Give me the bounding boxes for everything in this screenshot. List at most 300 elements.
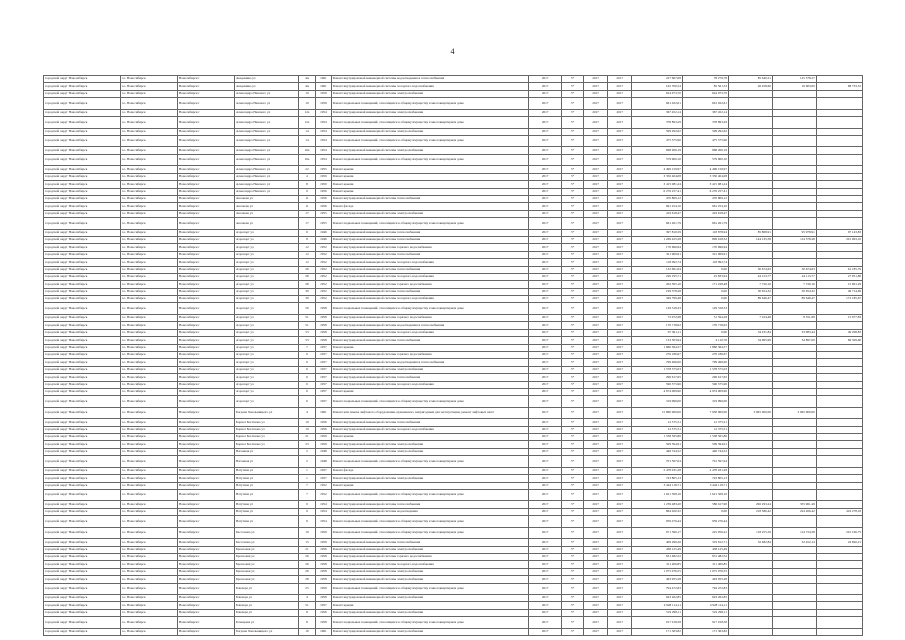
table-cell: 586 617,90 [682, 501, 728, 508]
table-cell: 1950 [316, 181, 331, 188]
table-cell: 2017 [529, 561, 562, 568]
table-cell: Аэропорт ул [235, 296, 299, 303]
table-cell: г.о. Новосибирск [120, 236, 177, 243]
table-cell: 2017 [608, 396, 632, 408]
table-cell: г.о. Новосибирск [120, 419, 177, 426]
table-cell: 2017 [608, 366, 632, 373]
table-cell: 12 [298, 251, 316, 258]
table-cell [816, 76, 862, 83]
table-cell: Новосибирск г [177, 296, 234, 303]
table-cell: Новосибирск г [177, 419, 234, 426]
table-cell: 2017 [608, 173, 632, 180]
table-cell: Бочкарева ул [235, 617, 299, 629]
table-cell [816, 583, 862, 595]
table-cell: 3 965 000,00 [772, 407, 816, 419]
table-cell [816, 244, 862, 251]
table-cell: Новосибирск г [177, 166, 234, 173]
table-row [44, 218, 863, 230]
table-cell [728, 396, 772, 408]
table-cell: городской округ Новосибирск [44, 609, 121, 616]
table-cell: Ремонт внутридомовой инженерной системы теплоснабжения [331, 266, 529, 273]
table-cell: 2017 [529, 426, 562, 433]
table-row [44, 475, 863, 482]
table-cell: 2017 [584, 337, 608, 344]
table-cell: 32 452,14 [772, 539, 816, 546]
table-cell: 12 375,51 [682, 419, 728, 426]
table-cell: 0,00 [682, 508, 728, 515]
table-cell: 2017 [529, 568, 562, 575]
table-cell: Ремонт подвальных помещений, относящихся к общему имуществу в многоквартирном доме [331, 218, 529, 230]
table-cell: 0,00 [682, 329, 728, 336]
table-cell: 26 [298, 561, 316, 568]
table-row [44, 351, 863, 358]
table-cell [772, 426, 816, 433]
table-cell [728, 359, 772, 366]
table-cell [728, 218, 772, 230]
table-cell: г.о. Новосибирск [120, 337, 177, 344]
table-cell [816, 344, 862, 351]
table-cell: 1958 [316, 322, 331, 329]
table-cell: Бессонова ул [235, 527, 299, 539]
table-cell: 225 956,22 [682, 527, 728, 539]
table-cell [816, 388, 862, 395]
table-cell: 5* [562, 351, 584, 358]
table-cell: 1957 [316, 381, 331, 388]
table-cell: 2017 [529, 296, 562, 303]
table-cell: 2017 [584, 366, 608, 373]
table-row [44, 516, 863, 528]
table-cell: 5* [562, 628, 584, 635]
table-cell: 624 073,70 [632, 90, 683, 97]
table-row [44, 337, 863, 344]
table-cell [816, 154, 862, 166]
table-cell: 2017 [584, 329, 608, 336]
table-row [44, 296, 863, 303]
table-cell: 1959 [316, 90, 331, 97]
table-cell [816, 482, 862, 489]
table-cell: 2017 [584, 396, 608, 408]
table-cell: Ремонт внутридомовой инженерной системы водоотведения [331, 508, 529, 515]
table-cell: г.о. Новосибирск [120, 396, 177, 408]
table-cell: городской округ Новосибирск [44, 448, 121, 455]
table-cell: 2017 [584, 628, 608, 635]
table-row [44, 366, 863, 373]
table-cell: 6 276 257,41 [682, 188, 728, 195]
table-cell: Александра Невского ул [235, 181, 299, 188]
table-cell: городской округ Новосибирск [44, 407, 121, 419]
table-cell [816, 188, 862, 195]
table-cell [772, 553, 816, 560]
table-cell: 319 996,00 [632, 396, 683, 408]
table-cell: Аксакова ул [235, 203, 299, 210]
table-cell: Новосибирск г [177, 203, 234, 210]
table-cell: 51 [298, 322, 316, 329]
table-cell: Новосибирск г [177, 501, 234, 508]
table-cell: городской округ Новосибирск [44, 434, 121, 441]
table-cell: Ремонт фасада [331, 467, 529, 474]
table-cell: Бронзовая ул [235, 553, 299, 560]
table-cell [728, 419, 772, 426]
table-cell: 12 375,51 [632, 419, 683, 426]
table-cell: 1958 [316, 595, 331, 602]
table-cell: 2017 [529, 109, 562, 116]
table-cell: г.о. Новосибирск [120, 195, 177, 202]
table-cell: 2017 [584, 83, 608, 90]
table-cell [728, 426, 772, 433]
table-cell: 5* [562, 456, 584, 468]
table-cell: 5* [562, 337, 584, 344]
table-cell: г.о. Новосибирск [120, 109, 177, 116]
table-cell [772, 568, 816, 575]
table-cell: 743 805,13 [632, 475, 683, 482]
table-cell: 2017 [584, 374, 608, 381]
table-cell [816, 561, 862, 568]
table-cell: Новосибирск г [177, 236, 234, 243]
table-cell: 1954 [316, 516, 331, 528]
table-cell: 319 996,00 [682, 396, 728, 408]
table-row [44, 448, 863, 455]
table-cell: городской округ Новосибирск [44, 266, 121, 273]
table-cell: 2017 [529, 595, 562, 602]
table-cell: 2017 [608, 154, 632, 166]
table-cell: 5* [562, 83, 584, 90]
table-cell: 16 603,00 [772, 83, 816, 90]
table-cell: г.о. Новосибирск [120, 609, 177, 616]
table-cell: г.о. Новосибирск [120, 501, 177, 508]
table-cell: 2017 [584, 314, 608, 321]
table-cell [772, 595, 816, 602]
table-cell: Новосибирск г [177, 154, 234, 166]
table-cell: 5* [562, 546, 584, 553]
table-cell: Ремонт внутридомовой инженерной системы теплоснабжения [331, 229, 529, 236]
table-cell: 2017 [608, 553, 632, 560]
table-cell: 3 444 118,71 [682, 482, 728, 489]
table-cell: 2017 [584, 475, 608, 482]
table-cell: Новосибирск г [177, 337, 234, 344]
table-cell: 4А [298, 83, 316, 90]
table-cell: 671 590,17 [632, 527, 683, 539]
table-cell: 2017 [608, 583, 632, 595]
table-cell: 2017 [529, 553, 562, 560]
table-cell: городской округ Новосибирск [44, 419, 121, 426]
table-cell: 2017 [584, 539, 608, 546]
table-cell: 2017 [608, 76, 632, 83]
table-cell: 2017 [584, 166, 608, 173]
table-cell: Ремонт внутридомовой инженерной системы электроснабжения [331, 210, 529, 217]
table-cell: Ремонт внутридомовой инженерной системы электроснабжения [331, 609, 529, 616]
table-cell [772, 583, 816, 595]
table-cell: Новосибирск г [177, 109, 234, 116]
table-cell: г.о. Новосибирск [120, 583, 177, 595]
table-cell: Аэропорт ул [235, 288, 299, 295]
table-cell: 21 [298, 434, 316, 441]
table-cell: 3 444 118,71 [632, 482, 683, 489]
table-cell: 2017 [584, 128, 608, 135]
table-cell: 34 695,99 [728, 337, 772, 344]
table-cell: г.о. Новосибирск [120, 475, 177, 482]
table-cell: Аэропорт ул [235, 329, 299, 336]
table-cell: городской округ Новосибирск [44, 203, 121, 210]
table-cell: Ремонт внутридомовой инженерной системы теплоснабжения [331, 374, 529, 381]
table-cell: городской округ Новосибирск [44, 456, 121, 468]
table-cell: Бронзовая ул [235, 576, 299, 583]
table-cell: 1 075 076,55 [632, 568, 683, 575]
table-cell: Ремонт подвальных помещений, относящихся к общему имуществу в многоквартирном доме [331, 617, 529, 629]
table-cell: городской округ Новосибирск [44, 527, 121, 539]
table-cell [772, 128, 816, 135]
table-row [44, 109, 863, 116]
table-cell: Ремонт внутридомовой инженерной системы электроснабжения [331, 628, 529, 635]
table-cell: 296 617,65 [632, 374, 683, 381]
table-row [44, 251, 863, 258]
table-cell: г.о. Новосибирск [120, 539, 177, 546]
table-cell: 5* [562, 314, 584, 321]
table-cell: 2017 [529, 154, 562, 166]
table-cell [772, 419, 816, 426]
table-cell [772, 203, 816, 210]
table-cell: 701 597,04 [632, 456, 683, 468]
table-cell: 701 597,04 [682, 456, 728, 468]
table-cell: 1948 [316, 448, 331, 455]
table-cell [816, 475, 862, 482]
table-cell: 961 254,10 [632, 203, 683, 210]
table-cell: 1958 [316, 568, 331, 575]
table-cell: Александра Невского ул [235, 109, 299, 116]
table-cell: 5* [562, 441, 584, 448]
table-cell: Новосибирск г [177, 266, 234, 273]
table-row [44, 609, 863, 616]
table-cell: 2017 [584, 617, 608, 629]
table-cell: 2017 [529, 98, 562, 110]
table-cell: 30 [298, 296, 316, 303]
table-cell: Аэропорт ул [235, 388, 299, 395]
table-cell [728, 351, 772, 358]
table-row [44, 359, 863, 366]
table-cell: Ватутина ул [235, 482, 299, 489]
table-cell: 5* [562, 516, 584, 528]
table-cell: 2017 [529, 273, 562, 280]
table-cell: 2017 [584, 568, 608, 575]
table-cell: 17 [298, 218, 316, 230]
table-cell: городской округ Новосибирск [44, 147, 121, 154]
table-cell: Новосибирск г [177, 98, 234, 110]
table-cell: 2017 [584, 154, 608, 166]
table-cell [772, 117, 816, 129]
table-cell: 23 [298, 441, 316, 448]
table-cell: 1952 [316, 251, 331, 258]
table-cell: Новосибирск г [177, 135, 234, 147]
table-cell [816, 351, 862, 358]
table-cell: 1957 [316, 374, 331, 381]
table-cell: Новосибирск г [177, 147, 234, 154]
table-cell: 2017 [608, 109, 632, 116]
table-cell [728, 602, 772, 609]
table-cell: Академика ул [235, 76, 299, 83]
table-cell: 2017 [584, 501, 608, 508]
table-cell: городской округ Новосибирск [44, 508, 121, 515]
table-cell: 171 228,48 [682, 281, 728, 288]
table-cell: 2017 [584, 381, 608, 388]
table-cell: 2017 [608, 281, 632, 288]
table-cell: городской округ Новосибирск [44, 128, 121, 135]
table-cell: 661 261,79 [682, 218, 728, 230]
table-cell: 3 415 081,24 [682, 181, 728, 188]
table-cell: 12 375,51 [682, 426, 728, 433]
table-cell: 355 961,49 [772, 501, 816, 508]
table-cell: 129 318,33 [682, 303, 728, 315]
table-cell: Александра Невского ул [235, 117, 299, 129]
table-cell: 5* [562, 195, 584, 202]
table-cell [816, 166, 862, 173]
table-cell: 2017 [608, 426, 632, 433]
table-cell: 2017 [608, 303, 632, 315]
table-cell: 2017 [608, 273, 632, 280]
table-cell: 2017 [608, 259, 632, 266]
table-cell: 2017 [608, 166, 632, 173]
table-cell: 519 298,11 [682, 609, 728, 616]
table-cell: Новосибирск г [177, 396, 234, 408]
table-cell [816, 609, 862, 616]
table-cell: Александра Невского ул [235, 173, 299, 180]
table-cell [728, 195, 772, 202]
table-cell: Аксакова ул [235, 195, 299, 202]
table-cell: г.о. Новосибирск [120, 288, 177, 295]
table-cell: г.о. Новосибирск [120, 210, 177, 217]
table-cell: 2017 [584, 173, 608, 180]
table-cell: 2017 [529, 181, 562, 188]
table-cell: Блюхера ул [235, 583, 299, 595]
table-cell: 1952 [316, 296, 331, 303]
table-cell: 5* [562, 475, 584, 482]
table-cell: 3 965 000,00 [728, 407, 772, 419]
table-cell: 2017 [529, 173, 562, 180]
table-cell: 4 928 114,11 [682, 602, 728, 609]
table-cell: 1 621 508,16 [682, 489, 728, 501]
table-cell [816, 128, 862, 135]
table-cell: Блюхера ул [235, 602, 299, 609]
table-cell: Новосибирск г [177, 218, 234, 230]
table-cell: 1954 [316, 154, 331, 166]
table-cell: 917 018,58 [682, 617, 728, 629]
table-cell: 438 125,49 [682, 546, 728, 553]
table-cell: 1957 [316, 359, 331, 366]
table-cell: 2017 [584, 527, 608, 539]
table-cell [728, 259, 772, 266]
table-cell: Ремонт внутридомовой инженерной системы электроснабжения [331, 366, 529, 373]
table-cell: 378 893,29 [682, 117, 728, 129]
table-cell: городской округ Новосибирск [44, 516, 121, 528]
table-cell: городской округ Новосибирск [44, 166, 121, 173]
table-cell: 2017 [608, 266, 632, 273]
table-cell [772, 628, 816, 635]
table-cell: 9 [298, 188, 316, 195]
table-cell: 2017 [608, 381, 632, 388]
table-cell: Аэропорт ул [235, 229, 299, 236]
table-cell: 2 [298, 448, 316, 455]
table-cell: 1 [298, 475, 316, 482]
table-cell: 30 674,63 [728, 266, 772, 273]
table-cell: Ремонт подвальных помещений, относящихся к общему имуществу в многоквартирном доме [331, 527, 529, 539]
table-cell: 2017 [608, 448, 632, 455]
table-row [44, 135, 863, 147]
table-cell: Ремонт внутридомовой инженерной системы электроснабжения [331, 546, 529, 553]
table-cell: 2017 [529, 539, 562, 546]
table-cell [728, 467, 772, 474]
table-cell: г.о. Новосибирск [120, 314, 177, 321]
table-cell: 26 [298, 568, 316, 575]
table-cell: Александра Невского ул [235, 166, 299, 173]
table-cell [728, 344, 772, 351]
table-cell: 2017 [529, 314, 562, 321]
table-cell: 11 [298, 203, 316, 210]
table-cell: 16а [298, 154, 316, 166]
table-cell: городской округ Новосибирск [44, 374, 121, 381]
table-cell: Новосибирск г [177, 210, 234, 217]
table-cell: Александра Невского ул [235, 90, 299, 97]
table-cell: Аэропорт ул [235, 381, 299, 388]
table-cell: 2017 [529, 396, 562, 408]
table-row [44, 166, 863, 173]
table-cell: 2017 [529, 266, 562, 273]
table-cell: 1952 [316, 259, 331, 266]
table-cell: Ремонт внутридомовой инженерной системы теплоснабжения [331, 419, 529, 426]
table-cell: 2017 [608, 576, 632, 583]
table-cell [816, 109, 862, 116]
table-cell: Ремонт внутридомовой инженерной системы холодного водоснабжения [331, 259, 529, 266]
table-cell: 2017 [608, 602, 632, 609]
table-cell: 34 231,84 [728, 329, 772, 336]
table-cell: Аксакова ул [235, 210, 299, 217]
table-cell: 1946 [316, 236, 331, 243]
table-cell: Ремонт внутридомовой инженерной системы электроснабжения [331, 568, 529, 575]
table-cell: 4 [298, 407, 316, 419]
table-cell: 519 298,11 [632, 609, 683, 616]
table-cell [816, 90, 862, 97]
table-cell: 311 406,85 [632, 561, 683, 568]
table-cell: 1954 [316, 109, 331, 116]
table-cell: Аэропорт ул [235, 314, 299, 321]
table-cell: Ремонт внутридомовой инженерной системы электроснабжения [331, 147, 529, 154]
table-cell [772, 489, 816, 501]
table-cell: 0,00 [682, 288, 728, 295]
table-cell: 222 196,75 [816, 527, 862, 539]
table-cell: 6 276 257,41 [632, 188, 683, 195]
table-cell [816, 259, 862, 266]
table-cell: 5* [562, 147, 584, 154]
table-cell: 5* [562, 448, 584, 455]
table-cell: 579 900,10 [682, 154, 728, 166]
table-cell: 296 617,65 [682, 374, 728, 381]
table-cell: 2017 [584, 609, 608, 616]
table-cell: Новосибирск г [177, 475, 234, 482]
table-cell: г.о. Новосибирск [120, 259, 177, 266]
table-row [44, 396, 863, 408]
table-cell: 3 350 404,08 [682, 173, 728, 180]
table-cell [728, 448, 772, 455]
table-row [44, 344, 863, 351]
table-cell: 2017 [608, 595, 632, 602]
table-cell: 2017 [529, 229, 562, 236]
table-cell [772, 609, 816, 616]
table-cell: 2017 [584, 322, 608, 329]
table-cell: г.о. Новосибирск [120, 135, 177, 147]
table-cell: 1961 [316, 76, 331, 83]
table-cell: г.о. Новосибирск [120, 388, 177, 395]
table-cell: 959 276,44 [682, 516, 728, 528]
table-cell: г.о. Новосибирск [120, 374, 177, 381]
table-cell: 5* [562, 296, 584, 303]
table-cell [772, 546, 816, 553]
